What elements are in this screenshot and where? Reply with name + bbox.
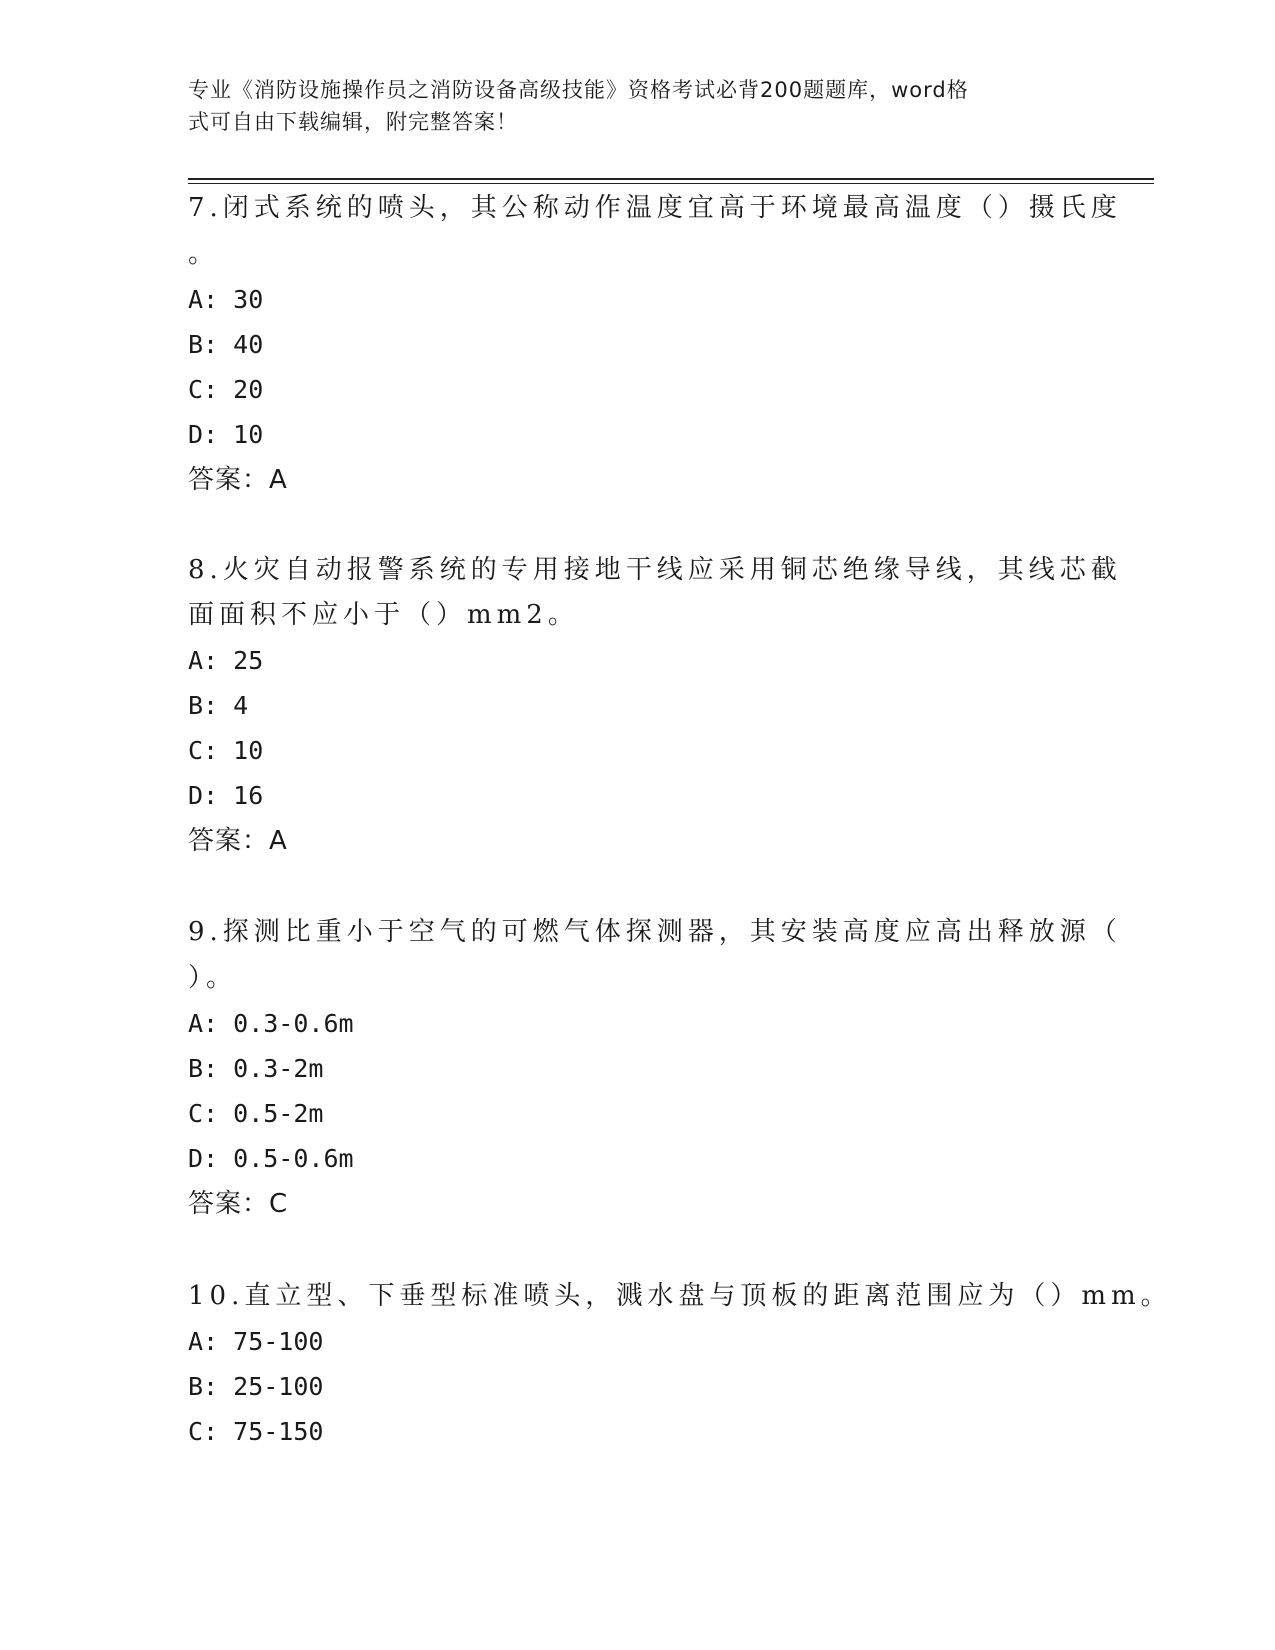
header-line-2: 式可自由下载编辑，附完整答案！ [188, 110, 518, 134]
option-c: C: 0.5-2m [188, 1099, 324, 1128]
question-stem-line-2: ）。 [188, 963, 238, 993]
option-b: B: 40 [188, 330, 264, 359]
option-b: B: 0.3-2m [188, 1054, 324, 1083]
option-b: B: 25-100 [188, 1372, 324, 1401]
answer: 答案：A [188, 465, 288, 495]
question-stem-line-1: 9.探测比重小于空气的可燃气体探测器，其安装高度应高出释放源（ [188, 917, 1122, 947]
question-stem-line-1: 7.闭式系统的喷头，其公称动作温度宜高于环境最高温度（）摄氏度 [188, 193, 1122, 223]
header-text [188, 74, 1068, 138]
answer: 答案：A [188, 826, 288, 856]
header-divider-thin [188, 183, 1154, 184]
option-d: D: 0.5-0.6m [188, 1144, 354, 1173]
option-c: C: 10 [188, 736, 264, 765]
question-stem-line-2: 面面积不应小于（）mm2。 [188, 600, 579, 630]
option-b: B: 4 [188, 691, 249, 720]
option-a: A: 30 [188, 285, 264, 314]
header-line-1: 专业《消防设施操作员之消防设备高级技能》资格考试必背200题题库，word格 [188, 78, 969, 102]
question-stem-line-1: 8.火灾自动报警系统的专用接地干线应采用铜芯绝缘导线，其线芯截 [188, 555, 1122, 585]
option-d: D: 16 [188, 781, 264, 810]
option-a: A: 0.3-0.6m [188, 1009, 354, 1038]
option-c: C: 75-150 [188, 1417, 324, 1446]
question-stem-line-2: 。 [188, 239, 220, 269]
option-a: A: 75-100 [188, 1327, 324, 1356]
answer: 答案：C [188, 1189, 289, 1219]
option-c: C: 20 [188, 375, 264, 404]
option-d: D: 10 [188, 420, 264, 449]
header-divider-thick [188, 178, 1154, 180]
question-stem-line-1: 10.直立型、下垂型标准喷头，溅水盘与顶板的距离范围应为（）mm。 [188, 1281, 1172, 1311]
option-a: A: 25 [188, 646, 264, 675]
